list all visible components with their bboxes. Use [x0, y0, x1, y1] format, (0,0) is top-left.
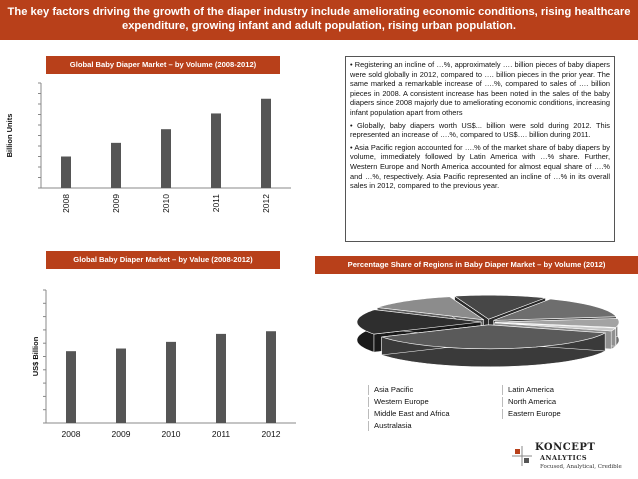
logo-mark-icon: [510, 444, 534, 468]
note-paragraph: • Globally, baby diapers worth US$... billion were sold during 2012. This represented an increase of ….%, compared to US$…. billion during 2011.: [350, 120, 610, 140]
banner-title: The key factors driving the growth of the diaper industry include ameliorating economic conditions, rising healthcare expenditure, growing infant and adult population, rising urban population.: [7, 6, 631, 32]
bar-2008: [61, 157, 71, 189]
x-tick-label: 2011: [211, 194, 221, 213]
legend-item: North America: [502, 397, 556, 407]
market-notes: [345, 56, 615, 242]
bar-2009: [116, 349, 126, 423]
legend-item: Latin America: [502, 385, 554, 395]
bar-2012: [261, 99, 271, 188]
volume-bar-chart: [0, 76, 300, 226]
y-axis-label: Billion Units: [5, 113, 14, 158]
legend-item: Middle East and Africa: [368, 409, 450, 419]
bar-2008: [66, 351, 76, 423]
company-logo: [510, 442, 630, 478]
value-chart-title: Global Baby Diaper Market – by Value (2008-2012): [46, 251, 280, 269]
x-tick-label: 2010: [161, 429, 181, 439]
pie-chart-title: Percentage Share of Regions in Baby Diaper Market – by Volume (2012): [315, 256, 638, 274]
x-tick-label: 2009: [111, 429, 131, 439]
bar-2011: [216, 334, 226, 423]
logo-tagline: Focused, Analytical, Credible: [540, 464, 622, 470]
x-tick-label: 2012: [261, 194, 271, 213]
x-tick-label: 2010: [161, 194, 171, 213]
bar-2011: [211, 113, 221, 188]
logo-sub: ANALYTICS: [540, 454, 588, 462]
bar-2010: [161, 129, 171, 188]
x-tick-label: 2011: [211, 429, 231, 439]
logo-name: KONCEPT: [535, 442, 596, 453]
note-paragraph: • Registering an incline of …%, approximately …. billion pieces of baby diapers were sold globally in 2012, compared to …. billion pieces in the prior year. The same marked a remarkable increase of ….%, compared to sales of …. billion pieces in 2008. A consistent increase has been noted in the sales of the baby diapers since 2008 majorly due to ameliorating economic conditions, increasing infant population apart from others: [350, 60, 610, 117]
x-tick-label: 2008: [61, 194, 71, 213]
page-banner: [0, 0, 638, 40]
region-pie-chart: [340, 288, 638, 386]
bar-2009: [111, 143, 121, 188]
volume-chart-title: Global Baby Diaper Market – by Volume (2008-2012): [46, 56, 280, 74]
note-paragraph: • Asia Pacific region accounted for ….% of the market share of baby diapers by volume, immediately followed by Latin America with …% share. Further, Western Europe and North America accounted for almost equal share of ….% and …%, respectively. Asia Pacific represented an incline of …% in its overall sales in 2012, compared to the previous year.: [350, 142, 610, 191]
legend-item: Eastern Europe: [502, 409, 561, 419]
legend-item: Australasia: [368, 421, 412, 431]
x-tick-label: 2009: [111, 194, 121, 213]
bar-2010: [166, 342, 176, 423]
legend-item: Western Europe: [368, 397, 429, 407]
x-tick-label: 2008: [61, 429, 81, 439]
bar-2012: [266, 331, 276, 423]
value-bar-chart: [0, 285, 300, 445]
x-tick-label: 2012: [261, 429, 281, 439]
y-axis-label: US$ Billion: [31, 336, 40, 377]
legend-item: Asia Pacific: [368, 385, 413, 395]
